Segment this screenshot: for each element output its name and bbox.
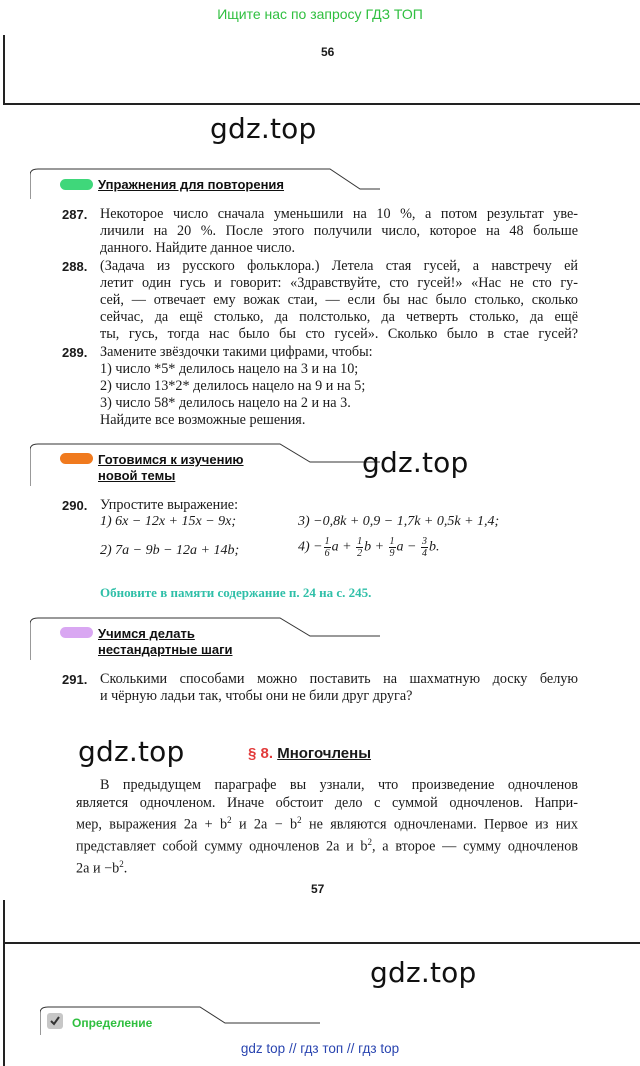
section-header-nonstandard bbox=[30, 614, 390, 660]
section-symbol: § 8. bbox=[248, 745, 274, 762]
text-line: 2) число 13*2* делилось нацело на 9 и на 5; bbox=[100, 378, 366, 394]
text-line: Сколькими способами можно поставить на шахматную доску белую bbox=[100, 671, 578, 687]
expression-part: b. bbox=[428, 539, 440, 555]
fraction bbox=[421, 536, 428, 559]
fraction bbox=[324, 536, 331, 559]
section-8-paragraph bbox=[76, 777, 578, 879]
exercise-290-item2: 2) 7a − 9b − 12a + 14b; bbox=[100, 543, 240, 558]
exercise-number: 288. bbox=[62, 259, 88, 274]
text-line: летит один гусь и говорит: «Здравствуйте, сто гусей!» «Нас не сто гу- bbox=[100, 275, 578, 291]
text-line: и чёрную ладьи так, чтобы они не били друг друга? bbox=[100, 688, 413, 704]
denominator: 9 bbox=[389, 548, 395, 559]
section-title-nonstandard bbox=[98, 626, 232, 658]
exercise-289-text bbox=[100, 344, 578, 429]
exercise-290-item4 bbox=[298, 536, 439, 559]
text-part: не являются одночленами. Первое из них bbox=[301, 816, 578, 833]
denominator: 6 bbox=[324, 548, 330, 559]
text-line bbox=[76, 812, 578, 834]
section-title-prepare bbox=[98, 452, 244, 484]
exercise-290-intro bbox=[100, 497, 578, 514]
exercise-290-item1: 1) 6x − 12x + 15x − 9x; bbox=[100, 514, 237, 529]
text-line: Некоторое число сначала уменьшили на 10 %, а потом результат уве- bbox=[100, 206, 578, 222]
page-border-top bbox=[3, 103, 640, 105]
text-part: и 2a − b bbox=[231, 816, 298, 833]
section-pill-icon bbox=[60, 627, 93, 638]
text-line: Найдите все возможные решения. bbox=[100, 412, 306, 428]
section-title-line: нестандартные шаги bbox=[98, 642, 233, 657]
page-number-bottom: 57 bbox=[311, 882, 325, 896]
superscript: 2 bbox=[119, 859, 124, 870]
superscript: 2 bbox=[227, 815, 232, 825]
exercise-number: 287. bbox=[62, 207, 88, 222]
text-part: 2a и −b bbox=[76, 861, 120, 878]
text-line: Упростите выражение: bbox=[100, 497, 239, 513]
page-border-left bbox=[3, 35, 5, 105]
expression-part: 4) − bbox=[298, 539, 323, 555]
checkmark-icon bbox=[47, 1013, 63, 1029]
text-part: мер, выражения 2a + b bbox=[76, 816, 228, 833]
text-line: 3) число 58* делилось нацело на 2 и на 3. bbox=[100, 395, 351, 411]
text-line: данного. Найдите данное число. bbox=[100, 240, 295, 256]
denominator: 2 bbox=[357, 548, 363, 559]
text-line: В предыдущем параграфе вы узнали, что произведение одночленов bbox=[100, 777, 578, 793]
section-title-line: Учимся делать bbox=[98, 626, 195, 641]
exercise-287-text bbox=[100, 206, 578, 257]
numerator: 1 bbox=[389, 536, 395, 547]
text-line: личили на 20 %. После этого получили число, которое на 48 больше bbox=[100, 223, 578, 239]
exercise-number: 290. bbox=[62, 498, 88, 513]
superscript: 2 bbox=[297, 815, 302, 825]
text-line: является одночленом. Иначе обстоит дело с суммой одночленов. Напри- bbox=[76, 794, 578, 811]
page-number-top: 56 bbox=[321, 45, 335, 59]
section-8-title bbox=[248, 745, 371, 762]
section-title-review: Упражнения для повторения bbox=[98, 177, 285, 192]
text-line: Замените звёздочки такими цифрами, чтобы: bbox=[100, 344, 373, 360]
exercise-290-item3: 3) −0,8k + 0,9 − 1,7k + 0,5k + 1,4; bbox=[298, 514, 500, 529]
numerator: 3 bbox=[421, 536, 427, 547]
watermark: gdz.top bbox=[210, 112, 317, 145]
section-title-text: Многочлены bbox=[277, 745, 372, 762]
text-part: представляет собой сумму одночленов 2a и b bbox=[76, 838, 368, 855]
top-banner[interactable]: Ищите нас по запросу ГДЗ ТОП bbox=[217, 6, 423, 22]
section-pill-icon bbox=[60, 453, 93, 464]
text-line: (Задача из русского фольклора.) Летела стая гусей, а навстречу ей bbox=[100, 258, 578, 274]
numerator: 1 bbox=[324, 536, 330, 547]
checkmark-icon-graphic bbox=[47, 1013, 63, 1029]
text-part: . bbox=[123, 861, 128, 878]
expression-part: a − bbox=[396, 539, 417, 555]
fraction bbox=[356, 536, 363, 559]
exercise-number: 291. bbox=[62, 672, 88, 687]
reminder-text: Обновите в памяти содержание п. 24 на с. 245. bbox=[100, 585, 372, 600]
text-line: ты, гусь, тогда нас было бы сто гусей». Сколько было в стае гусей? bbox=[100, 326, 578, 342]
section-header-review bbox=[30, 165, 390, 199]
superscript: 2 bbox=[367, 837, 373, 848]
text-line bbox=[76, 834, 578, 856]
definition-label: Определение bbox=[72, 1016, 153, 1030]
exercise-288-text bbox=[100, 258, 578, 343]
watermark: gdz.top bbox=[370, 956, 477, 989]
exercise-number: 289. bbox=[62, 345, 88, 360]
section-title-line: Готовимся к изучению bbox=[98, 452, 244, 467]
watermark: gdz.top bbox=[362, 446, 469, 479]
watermark: gdz.top bbox=[78, 735, 185, 768]
text-line: сей, — отвечает ему вожак стаи, — если бы нас было столько, сколько bbox=[100, 292, 578, 308]
exercise-291-text bbox=[100, 671, 578, 705]
expression-part: a + bbox=[331, 539, 352, 555]
page-divider bbox=[3, 942, 640, 944]
section-title-line: новой темы bbox=[98, 468, 176, 483]
text-part: , а второе — сумму одночленов bbox=[372, 838, 579, 855]
section-header-prepare bbox=[30, 440, 390, 486]
section-pill-icon bbox=[60, 179, 93, 190]
denominator: 4 bbox=[421, 548, 427, 559]
expression-part: b + bbox=[364, 539, 385, 555]
fraction bbox=[389, 536, 396, 559]
text-line bbox=[76, 856, 578, 878]
bottom-banner[interactable]: gdz top // гдз топ // гдз top bbox=[240, 1041, 400, 1056]
text-line: 1) число *5* делилось нацело на 3 и на 10; bbox=[100, 361, 359, 377]
numerator: 1 bbox=[357, 536, 363, 547]
text-line: сейчас, да ещё столько, да полстолько, да четверть столько, да ещё bbox=[100, 309, 578, 325]
